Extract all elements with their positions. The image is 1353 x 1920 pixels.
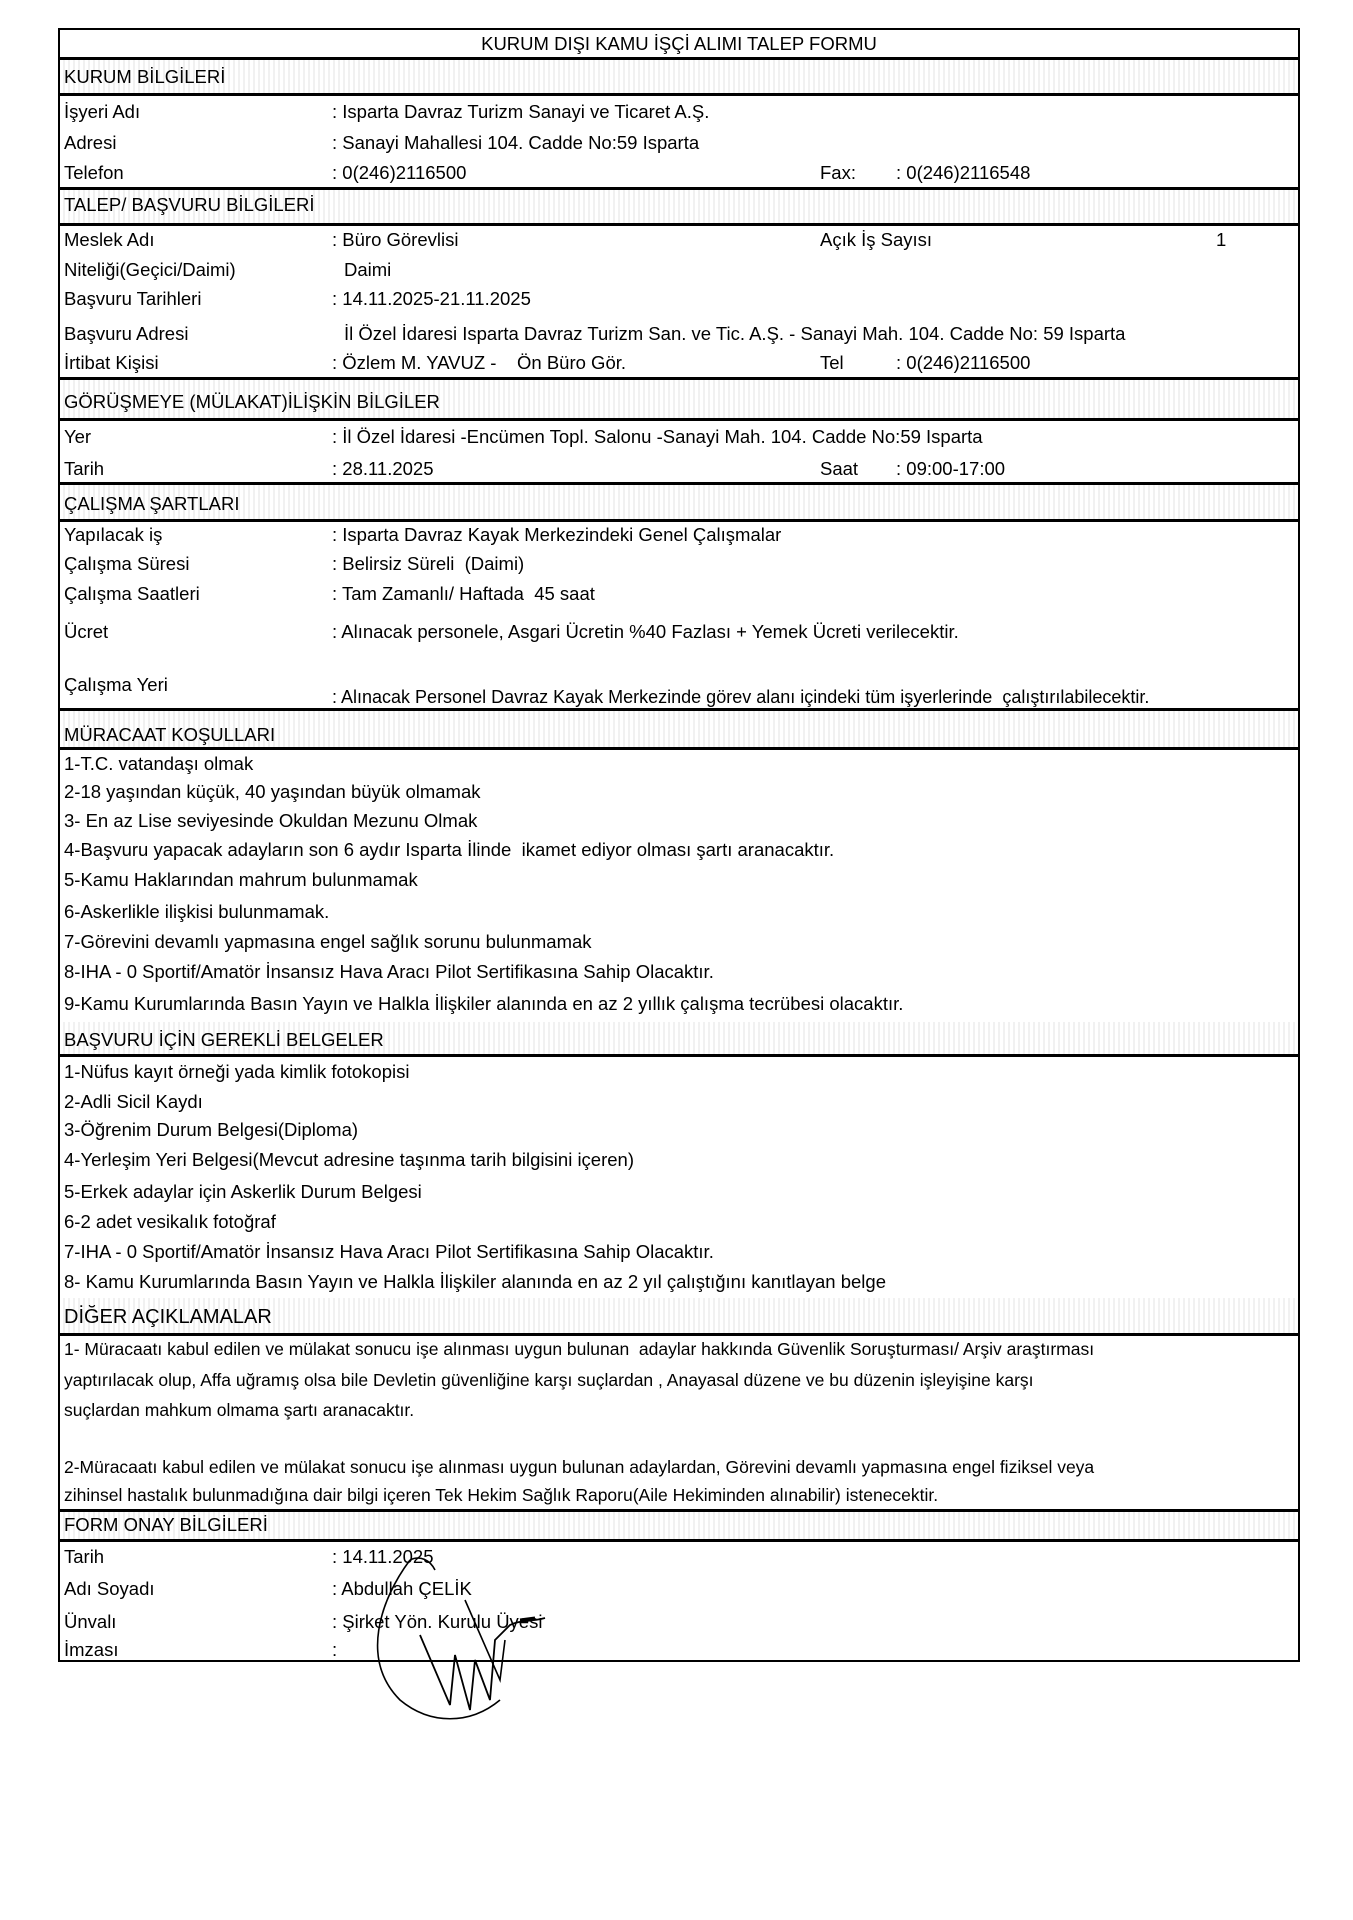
calisma-suresi-label: Çalışma Süresi bbox=[64, 553, 190, 574]
yapilacak-is-label: Yapılacak iş bbox=[64, 524, 163, 545]
mulakat-yer-value: : İl Özel İdaresi -Encümen Topl. Salonu -Sanayi Mah. 104. Cadde No:59 Isparta bbox=[332, 426, 983, 447]
basvuru-tarih-label: Başvuru Tarihleri bbox=[64, 288, 202, 309]
belge-item: 1-Nüfus kayıt örneği yada kimlik fotokopisi bbox=[64, 1061, 410, 1082]
ucret-value: : Alınacak personele, Asgari Ücretin %40 Fazlası + Yemek Ücreti verilecektir. bbox=[332, 621, 959, 642]
saat-value: : 09:00-17:00 bbox=[896, 458, 1006, 479]
imza-value: : bbox=[332, 1639, 338, 1660]
calisma-yeri-value: : Alınacak Personel Davraz Kayak Merkezinde görev alanı içindeki tüm işyerlerinde çalıştırılabilecektir. bbox=[332, 687, 1150, 707]
meslek-label: Meslek Adı bbox=[64, 229, 155, 250]
diger-line: 1- Müracaatı kabul edilen ve mülakat sonucu işe alınması uygun bulunan adaylar hakkında Güvenlik Soruşturması/ Arşiv araştırması bbox=[64, 1339, 1095, 1359]
diger-line: zihinsel hastalık bulunmadığına dair bilgi içeren Tek Hekim Sağlık Raporu(Aile Hekiminden alınabilir) istenecektir. bbox=[64, 1485, 939, 1505]
section-header-onay: FORM ONAY BİLGİLERİ bbox=[64, 1514, 268, 1535]
muracaat-item: 7-Görevini devamlı yapmasına engel sağlık sorunu bulunmamak bbox=[64, 931, 592, 952]
isyeri-label: İşyeri Adı bbox=[64, 101, 141, 122]
onay-tarih-label: Tarih bbox=[64, 1546, 105, 1567]
muracaat-item: 1-T.C. vatandaşı olmak bbox=[64, 753, 254, 774]
fax-value: : 0(246)2116548 bbox=[896, 162, 1031, 183]
section-band bbox=[60, 60, 1298, 94]
acik-is-label: Açık İş Sayısı bbox=[820, 229, 933, 250]
divider bbox=[60, 747, 1298, 750]
mulakat-yer-label: Yer bbox=[64, 426, 92, 447]
muracaat-item: 3- En az Lise seviyesinde Okuldan Mezunu Olmak bbox=[64, 810, 478, 831]
belge-item: 3-Öğrenim Durum Belgesi(Diploma) bbox=[64, 1119, 359, 1140]
telefon-label: Telefon bbox=[64, 162, 124, 183]
form-title: KURUM DIŞI KAMU İŞÇİ ALIMI TALEP FORMU bbox=[481, 33, 877, 54]
signature-icon bbox=[360, 1540, 600, 1730]
telefon-value: : 0(246)2116500 bbox=[332, 162, 467, 183]
diger-line: yaptırılacak olup, Affa uğramış olsa bile Devletin güvenliğine karşı suçlardan , Anayasal düzene ve bu düzenin işleyişine karşı bbox=[64, 1370, 1034, 1390]
section-header-kurum: KURUM BİLGİLERİ bbox=[64, 66, 226, 87]
basvuru-adres-label: Başvuru Adresi bbox=[64, 323, 189, 344]
saat-label: Saat bbox=[820, 458, 859, 479]
nitelik-value: Daimi bbox=[344, 259, 392, 280]
mulakat-tarih-label: Tarih bbox=[64, 458, 105, 479]
section-header-talep: TALEP/ BAŞVURU BİLGİLERİ bbox=[64, 194, 315, 215]
calisma-suresi-value: : Belirsiz Süreli (Daimi) bbox=[332, 553, 525, 574]
basvuru-tarih-value: : 14.11.2025-21.11.2025 bbox=[332, 288, 531, 309]
nitelik-label: Niteliği(Geçici/Daimi) bbox=[64, 259, 236, 280]
belge-item: 2-Adli Sicil Kaydı bbox=[64, 1091, 203, 1112]
divider bbox=[60, 93, 1298, 96]
muracaat-item: 8-IHA - 0 Sportif/Amatör İnsansız Hava Aracı Pilot Sertifikasına Sahip Olacaktır. bbox=[64, 961, 714, 982]
unvan-label: Ünvalı bbox=[64, 1611, 117, 1632]
basvuru-adres-value: İl Özel İdaresi Isparta Davraz Turizm San. ve Tic. A.Ş. - Sanayi Mah. 104. Cadde No: 59 Isparta bbox=[344, 323, 1126, 344]
divider bbox=[60, 418, 1298, 421]
ad-soyad-value: : Abdullah ÇELİK bbox=[332, 1578, 472, 1599]
ucret-label: Ücret bbox=[64, 621, 109, 642]
acik-is-value: 1 bbox=[1216, 229, 1227, 250]
belge-item: 6-2 adet vesikalık fotoğraf bbox=[64, 1211, 276, 1232]
calisma-saatleri-label: Çalışma Saatleri bbox=[64, 583, 200, 604]
mulakat-tarih-value: : 28.11.2025 bbox=[332, 458, 434, 479]
divider bbox=[60, 1054, 1298, 1057]
belge-item: 8- Kamu Kurumlarında Basın Yayın ve Halkla İlişkiler alanında en az 2 yıl çalıştığını kanıtlayan belge bbox=[64, 1271, 886, 1292]
tel-value: : 0(246)2116500 bbox=[896, 352, 1031, 373]
irtibat-label: İrtibat Kişisi bbox=[64, 352, 159, 373]
section-header-diger: DİĞER AÇIKLAMALAR bbox=[64, 1306, 272, 1328]
section-header-muracaat: MÜRACAAT KOŞULLARI bbox=[64, 724, 276, 745]
section-band bbox=[60, 485, 1298, 519]
section-header-calisma: ÇALIŞMA ŞARTLARI bbox=[64, 493, 240, 514]
yapilacak-is-value: : Isparta Davraz Kayak Merkezindeki Genel Çalışmalar bbox=[332, 524, 782, 545]
muracaat-item: 9-Kamu Kurumlarında Basın Yayın ve Halkla İlişkiler alanında en az 2 yıllık çalışma tecrübesi olacaktır. bbox=[64, 993, 904, 1014]
adres-value: : Sanayi Mahallesi 104. Cadde No:59 Isparta bbox=[332, 132, 700, 153]
divider bbox=[60, 519, 1298, 522]
divider bbox=[60, 1333, 1298, 1336]
muracaat-item: 4-Başvuru yapacak adayların son 6 aydır Isparta İlinde ikamet ediyor olması şartı aranacaktır. bbox=[64, 839, 835, 860]
onay-tarih-value: : 14.11.2025 bbox=[332, 1546, 434, 1567]
muracaat-item: 2-18 yaşından küçük, 40 yaşından büyük olmamak bbox=[64, 781, 481, 802]
section-header-belgeler: BAŞVURU İÇİN GEREKLİ BELGELER bbox=[64, 1029, 384, 1050]
belge-item: 5-Erkek adaylar için Askerlik Durum Belgesi bbox=[64, 1181, 422, 1202]
meslek-value: : Büro Görevlisi bbox=[332, 229, 459, 250]
ad-soyad-label: Adı Soyadı bbox=[64, 1578, 155, 1599]
muracaat-item: 6-Askerlikle ilişkisi bulunmamak. bbox=[64, 901, 330, 922]
muracaat-item: 5-Kamu Haklarından mahrum bulunmamak bbox=[64, 869, 418, 890]
irtibat-value: : Özlem M. YAVUZ - Ön Büro Gör. bbox=[332, 352, 627, 373]
diger-line: 2-Müracaatı kabul edilen ve mülakat sonucu işe alınması uygun bulunan adaylardan, Görevini devamlı yapmasına engel fiziksel veya bbox=[64, 1457, 1095, 1477]
divider bbox=[60, 1539, 1298, 1542]
adres-label: Adresi bbox=[64, 132, 117, 153]
divider bbox=[60, 223, 1298, 226]
belge-item: 4-Yerleşim Yeri Belgesi(Mevcut adresine taşınma tarih bilgisini içeren) bbox=[64, 1149, 634, 1170]
calisma-yeri-label: Çalışma Yeri bbox=[64, 674, 168, 695]
belge-item: 7-IHA - 0 Sportif/Amatör İnsansız Hava Aracı Pilot Sertifikasına Sahip Olacaktır. bbox=[64, 1241, 714, 1262]
diger-line: suçlardan mahkum olmama şartı aranacaktır. bbox=[64, 1400, 415, 1420]
imza-label: İmzası bbox=[64, 1639, 119, 1660]
request-form bbox=[58, 28, 1300, 1662]
section-header-gorusme: GÖRÜŞMEYE (MÜLAKAT)İLİŞKİN BİLGİLER bbox=[64, 391, 440, 412]
unvan-value: : Şirket Yön. Kurulu Üyesi bbox=[332, 1611, 543, 1632]
isyeri-value: : Isparta Davraz Turizm Sanayi ve Ticaret A.Ş. bbox=[332, 101, 710, 122]
fax-label: Fax: bbox=[820, 162, 856, 183]
calisma-saatleri-value: : Tam Zamanlı/ Haftada 45 saat bbox=[332, 583, 595, 604]
tel-label: Tel bbox=[820, 352, 844, 373]
